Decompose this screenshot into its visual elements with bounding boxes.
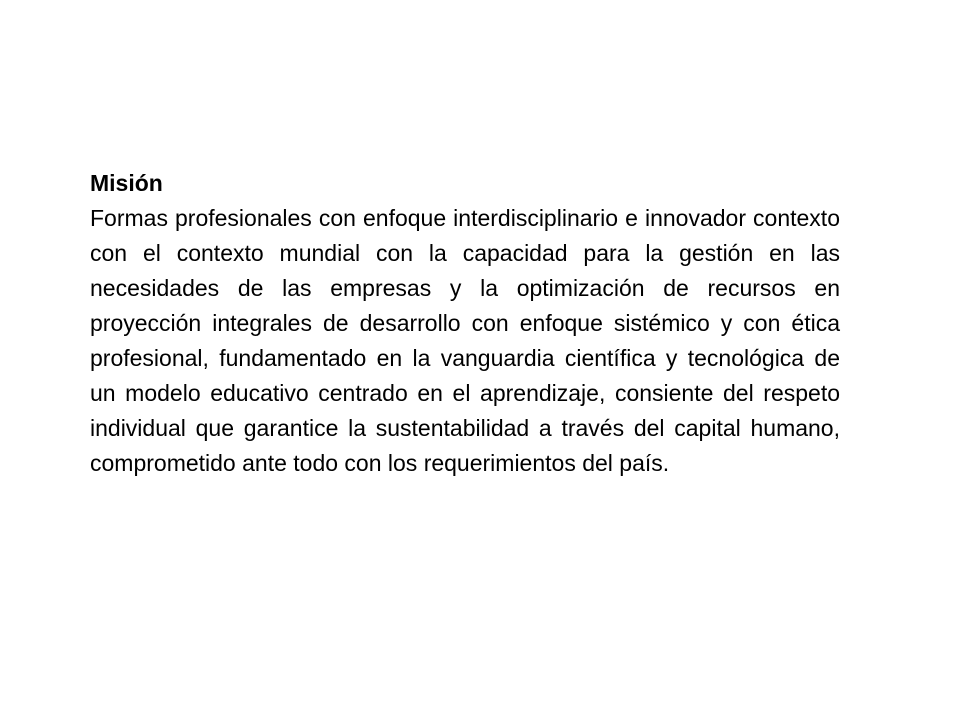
mission-heading: Misión: [90, 170, 163, 196]
mission-text: Formas profesionales con enfoque interdisciplinario e innovador contexto con el contexto mundial con la capacidad para la gestión en las necesidades de las empresas y la optimización de recursos en proyección integrales de desarrollo con enfoque sistémico y con ética profesional, fundamentado en la vanguardia científica y tecnológica de un modelo educativo centrado en el aprendizaje, consiente del respeto individual que garantice la sustentabilidad a través del capital humano, comprometido ante todo con los requerimientos del país.: [90, 205, 840, 476]
mission-section: [90, 165, 840, 481]
